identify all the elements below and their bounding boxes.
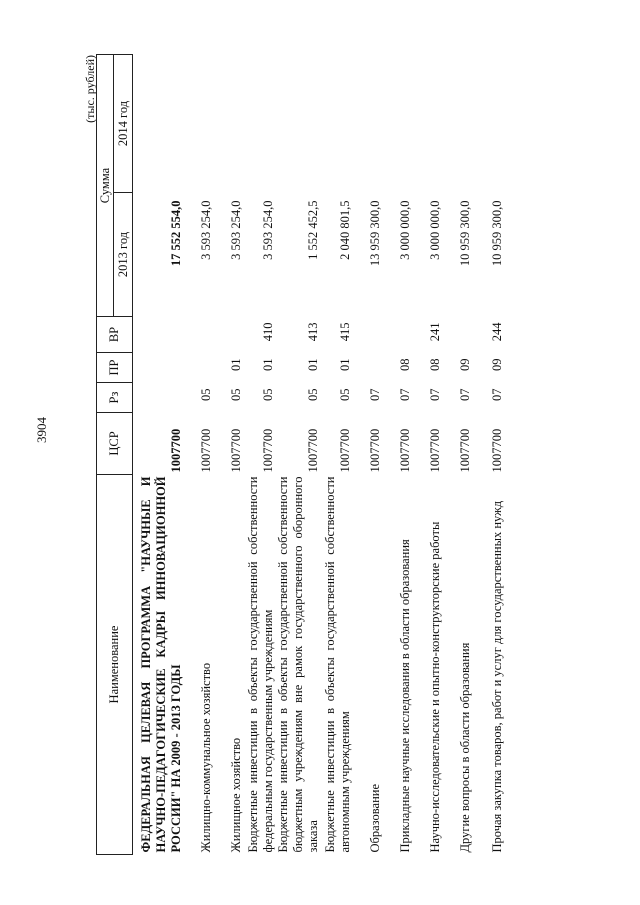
header-name: Наименование <box>97 475 133 855</box>
row-amount-2014 <box>473 55 505 193</box>
table-row <box>443 55 473 855</box>
row-vr <box>133 317 185 353</box>
row-pr <box>133 353 185 383</box>
row-amount-2014 <box>184 55 214 193</box>
row-vr: 410 <box>261 322 275 342</box>
row-name: Прикладные научные исследования в области образования <box>398 539 412 853</box>
row-amount-2014 <box>353 55 383 193</box>
row-amount-2013: 3 000 000,0 <box>398 200 412 260</box>
header-pr: ПР <box>97 353 133 383</box>
header-vr: ВР <box>97 317 133 353</box>
table-row <box>473 55 505 855</box>
row-rz <box>133 383 185 413</box>
row-csr: 1007700 <box>261 428 275 473</box>
table-row <box>413 55 443 855</box>
row-amount-2013: 1 552 452,5 <box>306 200 320 260</box>
row-pr: 01 <box>229 358 243 371</box>
page-number: 3904 <box>34 417 49 443</box>
table-row <box>214 55 244 855</box>
row-csr: 1007700 <box>368 428 382 473</box>
row-pr: 09 <box>490 358 504 371</box>
row-pr: 09 <box>458 358 472 371</box>
row-vr: 413 <box>306 322 320 342</box>
row-amount-2013: 3 593 254,0 <box>199 200 213 260</box>
row-amount-2013: 13 959 300,0 <box>368 200 382 267</box>
row-csr: 1007700 <box>458 428 472 473</box>
budget-table <box>96 54 505 855</box>
table-row <box>133 55 185 855</box>
row-amount-2013: 2 040 801,5 <box>338 200 352 260</box>
row-name: Бюджетные инвестиции в объекты государственной собственности федеральным государственным учреждениям <box>246 476 275 853</box>
row-name: Образование <box>368 783 382 853</box>
row-rz: 07 <box>458 388 472 401</box>
header-year-2013: 2013 год <box>114 193 133 317</box>
row-amount-2013: 3 593 254,0 <box>261 200 275 260</box>
row-vr: 244 <box>490 322 504 342</box>
row-amount-2013: 3 000 000,0 <box>428 200 442 260</box>
row-rz: 07 <box>398 388 412 401</box>
row-pr: 01 <box>338 358 352 371</box>
row-csr: 1007700 <box>199 428 213 473</box>
row-rz: 05 <box>261 388 275 401</box>
row-name: Жилищно-коммунальное хозяйство <box>199 662 213 853</box>
row-pr <box>353 353 383 383</box>
row-vr <box>383 317 413 353</box>
row-vr <box>443 317 473 353</box>
table-body <box>133 55 506 855</box>
row-amount-2013: 17 552 554,0 <box>133 193 185 317</box>
row-name: ФЕДЕРАЛЬНАЯ ЦЕЛЕВАЯ ПРОГРАММА "НАУЧНЫЕ И НАУЧНО-ПЕДАГОГИЧЕСКИЕ КАДРЫ ИННОВАЦИОННОЙ РОССИИ" НА 2009 - 2013 ГОДЫ <box>133 475 185 855</box>
row-amount-2014 <box>133 55 185 193</box>
unit-note: (тыс. рублей) <box>83 55 97 123</box>
row-amount-2014 <box>244 55 276 193</box>
row-name: Другие вопросы в области образования <box>458 642 472 853</box>
row-csr: 1007700 <box>398 428 412 473</box>
row-csr: 1007700 <box>428 428 442 473</box>
row-name: Бюджетные инвестиции в объекты государственной собственности автономным учреждениям <box>323 476 352 853</box>
row-rz: 07 <box>428 388 442 401</box>
row-csr: 1007700 <box>490 428 504 473</box>
header-year-2014: 2014 год <box>114 55 133 193</box>
row-amount-2014 <box>321 55 353 193</box>
row-vr: 241 <box>428 322 442 342</box>
table-row <box>244 55 276 855</box>
row-vr <box>353 317 383 353</box>
row-csr: 1007700 <box>133 413 185 475</box>
row-pr <box>184 353 214 383</box>
row-rz: 05 <box>199 388 213 401</box>
row-vr <box>214 317 244 353</box>
row-csr: 1007700 <box>338 428 352 473</box>
row-rz: 05 <box>229 388 243 401</box>
row-csr: 1007700 <box>306 428 320 473</box>
row-vr: 415 <box>338 322 352 342</box>
row-pr: 01 <box>306 358 320 371</box>
row-rz: 07 <box>490 388 504 401</box>
header-sum: Сумма <box>97 55 114 317</box>
table-row <box>276 55 321 855</box>
row-amount-2013: 10 959 300,0 <box>490 200 504 267</box>
rotated-page-content <box>84 55 544 855</box>
row-name: Жилищное хозяйство <box>229 737 243 853</box>
table-row <box>184 55 214 855</box>
row-amount-2014 <box>413 55 443 193</box>
table-row <box>383 55 413 855</box>
row-name: Прочая закупка товаров, работ и услуг для государственных нужд <box>490 500 504 853</box>
table-header <box>97 55 133 855</box>
row-amount-2014 <box>214 55 244 193</box>
header-rz: Рз <box>97 383 133 413</box>
row-csr: 1007700 <box>229 428 243 473</box>
row-rz: 07 <box>368 388 382 401</box>
row-pr: 01 <box>261 358 275 371</box>
row-vr <box>184 317 214 353</box>
row-amount-2014 <box>443 55 473 193</box>
row-name: Научно-исследовательские и опытно-конструкторские работы <box>428 521 442 853</box>
row-name: Бюджетные инвестиции в объекты государственной собственности бюджетным учреждениям вне рамок государственного оборонного заказа <box>276 476 320 853</box>
row-amount-2013: 3 593 254,0 <box>229 200 243 260</box>
row-rz: 05 <box>338 388 352 401</box>
row-amount-2014 <box>383 55 413 193</box>
row-rz: 05 <box>306 388 320 401</box>
row-pr: 08 <box>398 358 412 371</box>
table-row <box>353 55 383 855</box>
row-pr: 08 <box>428 358 442 371</box>
header-csr: ЦСР <box>97 413 133 475</box>
table-row <box>321 55 353 855</box>
row-amount-2013: 10 959 300,0 <box>458 200 472 267</box>
row-amount-2014 <box>276 55 321 193</box>
